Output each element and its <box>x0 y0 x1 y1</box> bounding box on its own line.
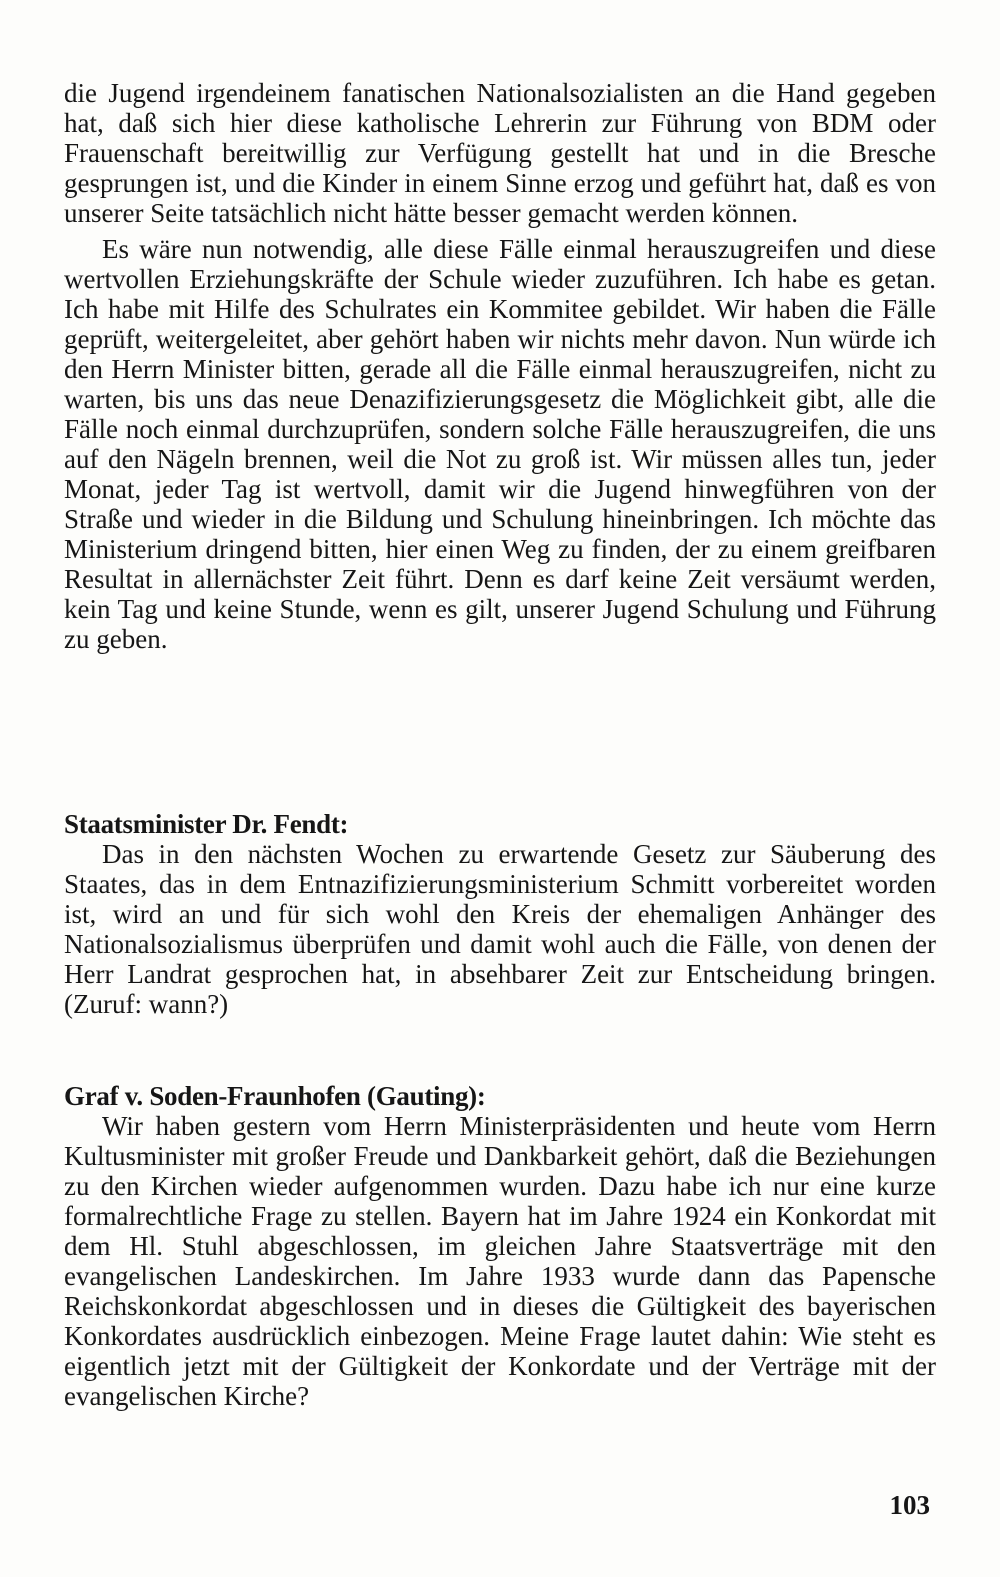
speech-fendt <box>64 809 936 1019</box>
speaker-heading: Graf v. Soden-Fraunhofen (Gauting): <box>64 1081 486 1111</box>
speech-soden-fraunhofen <box>64 1081 936 1411</box>
paragraph: Das in den nächsten Wochen zu erwartende Gesetz zur Säuberung des Staates, das in dem Entnazifizierungsministerium Schmitt vorbereitet worden ist, wird an und für sich wohl den Kreis der ehemaligen Anhänger des Nationalsozialismus überprüfen und damit wohl auch die Fälle, von denen der Herr Landrat gesprochen hat, in absehbarer Zeit zur Entscheidung bringen. (Zuruf: wann?) <box>64 839 936 1019</box>
paragraph: die Jugend irgendeinem fanatischen Nationalsozialisten an die Hand gegeben hat, daß sich hier diese katholische Lehrerin zur Führung von BDM oder Frauenschaft bereitwillig zur Verfügung gestellt hat und in die Bresche gesprungen ist, und die Kinder in einem Sinne erzog und geführt hat, daß es von unserer Seite tatsächlich nicht hätte besser gemacht werden können. <box>64 78 936 228</box>
paragraph: Wir haben gestern vom Herrn Ministerpräsidenten und heute vom Herrn Kultusminister mit großer Freude und Dankbarkeit gehört, daß die Beziehungen zu den Kirchen wieder aufgenommen wurden. Dazu habe ich nur eine kurze formalrechtliche Frage zu stellen. Bayern hat im Jahre 1924 ein Konkordat mit dem Hl. Stuhl abgeschlossen, im gleichen Jahre Staatsverträge mit den evangelischen Landeskirchen. Im Jahre 1933 wurde dann das Papensche Reichskonkordat abgeschlossen und in dieses die Gültigkeit des bayerischen Konkordates ausdrücklich einbezogen. Meine Frage lautet dahin: Wie steht es eigentlich jetzt mit der Gültigkeit der Konkordate und der Verträge mit der evangelischen Kirche? <box>64 1111 936 1411</box>
page-number: 103 <box>889 1490 930 1520</box>
speaker-heading: Staatsminister Dr. Fendt: <box>64 809 349 839</box>
paragraph: Es wäre nun notwendig, alle diese Fälle einmal herauszugreifen und diese wertvollen Erziehungskräfte der Schule wieder zuzuführen. Ich habe es getan. Ich habe mit Hilfe des Schulrates ein Kommitee gebildet. Wir haben die Fälle geprüft, weitergeleitet, aber gehört haben wir nichts mehr davon. Nun würde ich den Herrn Minister bitten, gerade all die Fälle einmal herauszugreifen, nicht zu warten, bis uns das neue Denazifizierungsgesetz die Möglichkeit gibt, alle die Fälle noch einmal durchzuprüfen, sondern solche Fälle herauszugreifen, die uns auf den Nägeln brennen, weil die Not zu groß ist. Wir müssen alles tun, jeder Monat, jeder Tag ist wertvoll, damit wir die Jugend hinwegführen von der Straße und wieder in die Bildung und Schulung hineinbringen. Ich möchte das Ministerium dringend bitten, hier einen Weg zu finden, der zu einem greifbaren Resultat in allernächster Zeit führt. Denn es darf keine Zeit versäumt werden, kein Tag und keine Stunde, wenn es gilt, unserer Jugend Schulung und Führung zu geben. <box>64 234 936 654</box>
continued-speech <box>64 78 936 654</box>
